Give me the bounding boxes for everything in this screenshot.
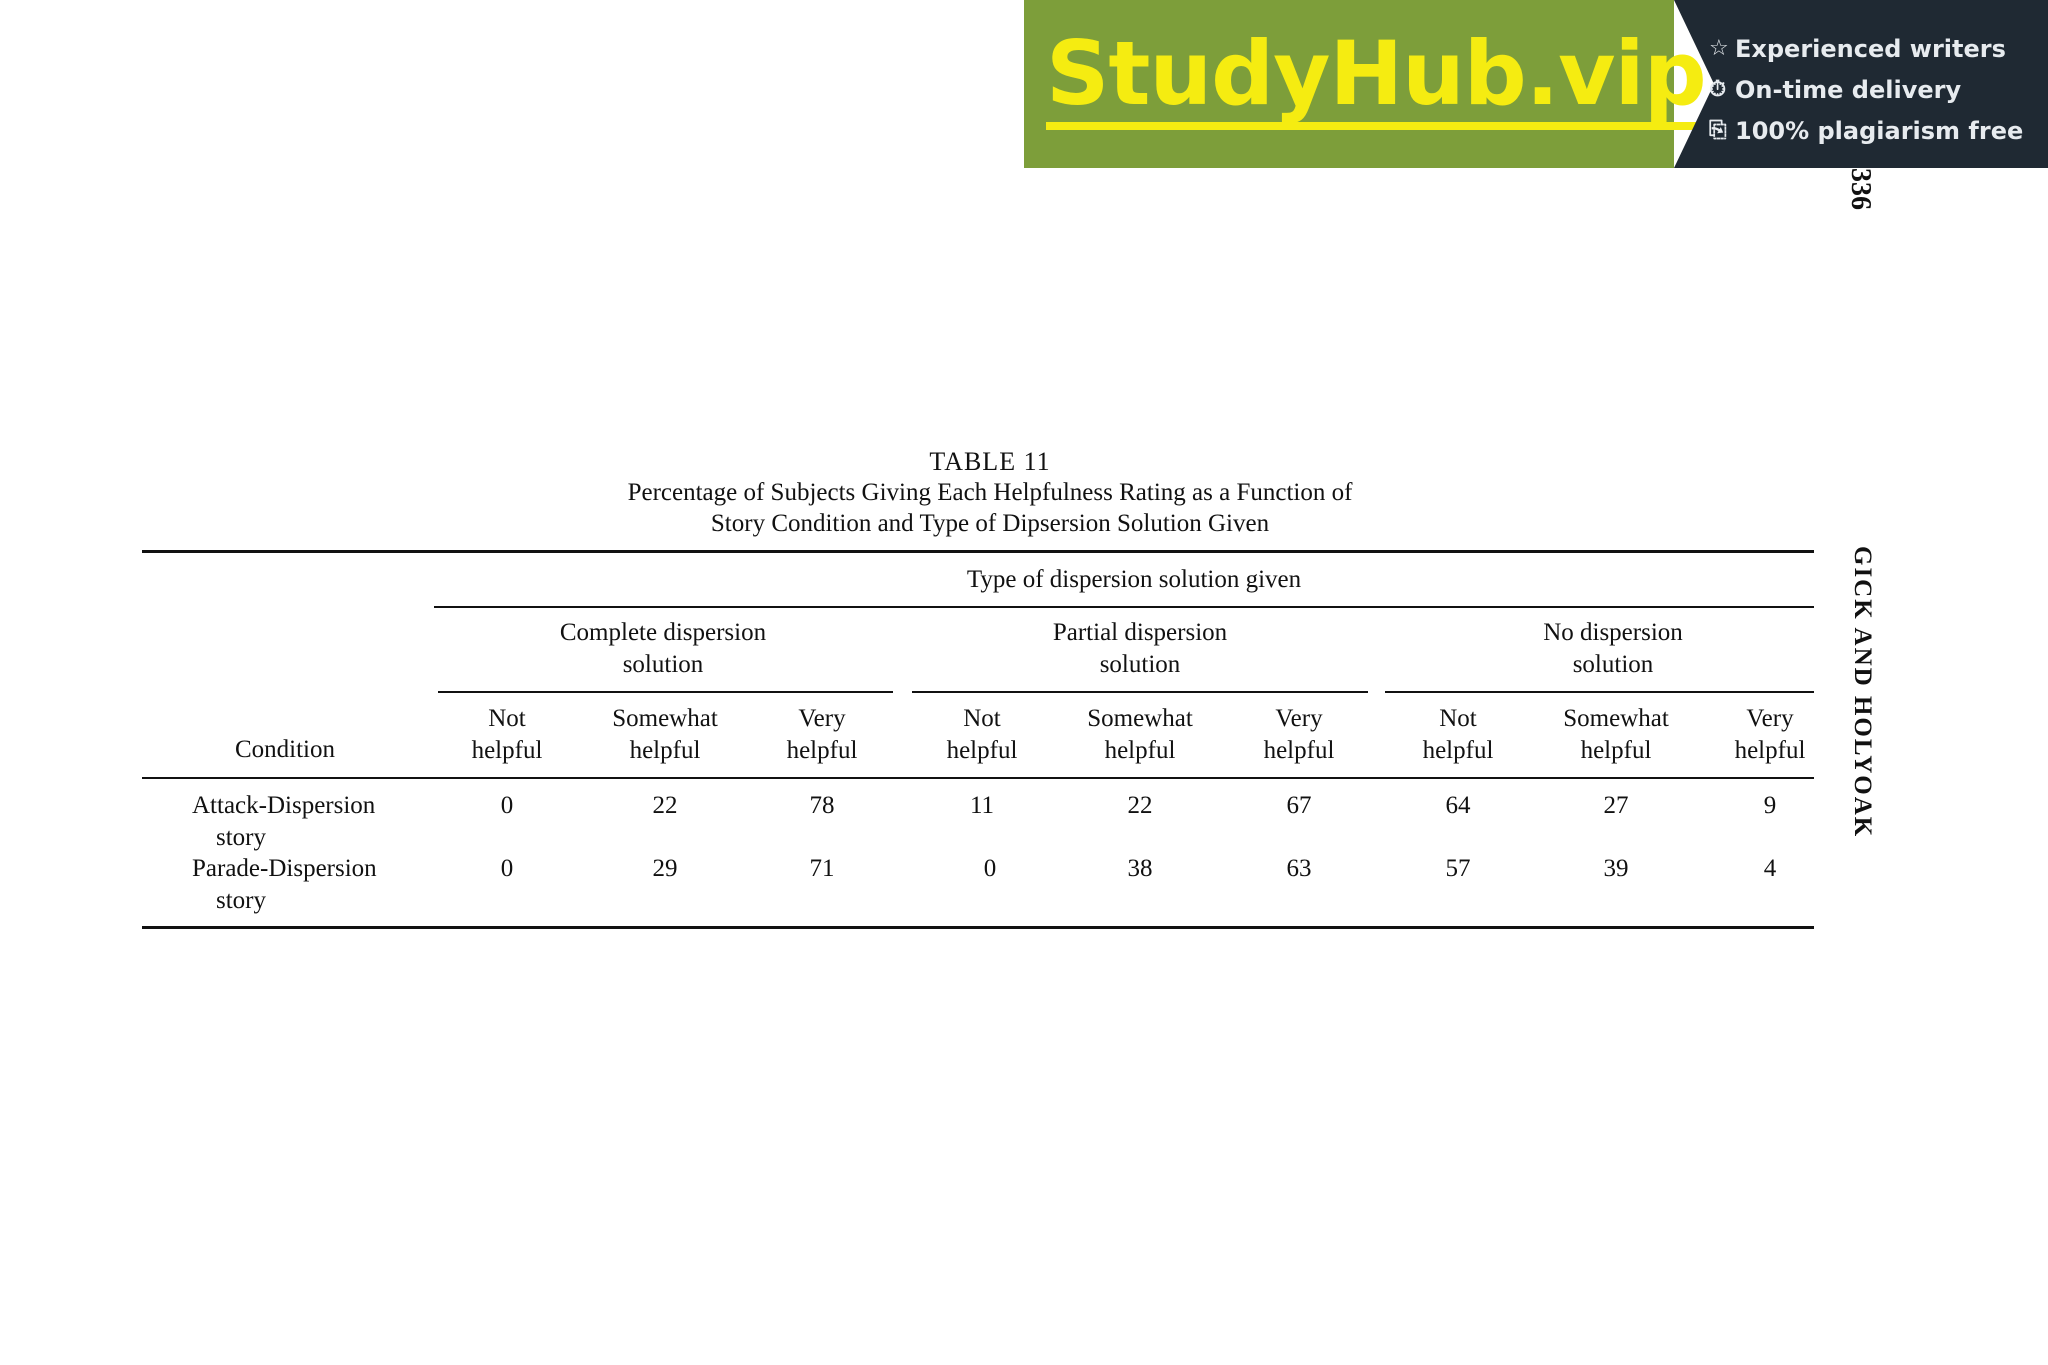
col-header-line1: Not	[963, 705, 1001, 732]
table-cell: 63	[1286, 855, 1312, 882]
row-stub-attack	[192, 790, 452, 854]
table-cell: 22	[652, 792, 678, 819]
col-header-line1: Very	[798, 705, 846, 732]
promo-banner[interactable]	[1024, 0, 2048, 168]
running-head: GICK AND HOLYOAK	[1849, 546, 1876, 839]
col-header-line2: helpful	[946, 737, 1018, 764]
col-header-not-helpful	[437, 703, 577, 767]
col-header-line2: helpful	[1734, 737, 1806, 764]
col-header-somewhat-helpful	[1060, 703, 1220, 767]
group-rule-partial	[912, 691, 1368, 693]
stub-header: Condition	[234, 736, 335, 763]
table-title-line2: Story Condition and Type of Dipsersion Solution Given	[710, 510, 1270, 537]
row-stub-parade	[192, 853, 452, 917]
group-header-line2: solution	[1099, 651, 1181, 678]
top-rule	[142, 550, 1814, 553]
copy-icon: ⎘	[1709, 118, 1727, 143]
table-cell: 39	[1603, 855, 1629, 882]
group-header-line2: solution	[1572, 651, 1654, 678]
star-icon: ☆	[1709, 36, 1729, 61]
col-header-very-helpful	[1702, 703, 1838, 767]
spanner-rule	[434, 606, 1814, 608]
table-cell: 9	[1763, 792, 1777, 819]
group-header-line1: Partial dispersion	[1052, 619, 1228, 646]
col-header-not-helpful	[1388, 703, 1528, 767]
col-header-line1: Somewhat	[612, 705, 718, 732]
table-cell: 67	[1286, 792, 1312, 819]
table-cell: 22	[1127, 792, 1153, 819]
col-header-line2: helpful	[1422, 737, 1494, 764]
col-header-line2: helpful	[471, 737, 543, 764]
bottom-rule	[142, 926, 1814, 929]
group-header-none	[1413, 617, 1813, 681]
col-header-line2: helpful	[1104, 737, 1176, 764]
col-header-line1: Somewhat	[1563, 705, 1669, 732]
col-header-line1: Somewhat	[1087, 705, 1193, 732]
group-rule-none	[1385, 691, 1814, 693]
col-header-line2: helpful	[1263, 737, 1335, 764]
group-header-line1: Complete dispersion	[559, 619, 767, 646]
col-header-very-helpful	[752, 703, 892, 767]
feature-item	[1709, 28, 2023, 69]
table-cell: 4	[1763, 855, 1777, 882]
table-label: TABLE 11	[929, 447, 1051, 476]
table-cell: 0	[500, 792, 514, 819]
feature-text: 100% plagiarism free	[1735, 116, 2024, 145]
spanner-header: Type of dispersion solution given	[966, 566, 1302, 593]
table-cell: 0	[500, 855, 514, 882]
table-cell: 29	[652, 855, 678, 882]
col-header-not-helpful	[912, 703, 1052, 767]
feature-item	[1709, 110, 2023, 151]
row-stub-line1: Parade-Dispersion	[192, 855, 377, 882]
row-stub-line1: Attack-Dispersion	[192, 792, 376, 819]
col-header-line2: helpful	[1580, 737, 1652, 764]
col-header-somewhat-helpful	[585, 703, 745, 767]
group-header-line1: No dispersion	[1543, 619, 1683, 646]
group-header-partial	[940, 617, 1340, 681]
table-cell: 57	[1445, 855, 1471, 882]
col-header-very-helpful	[1229, 703, 1369, 767]
banner-brand-panel	[1024, 0, 1706, 168]
table-title-line1: Percentage of Subjects Giving Each Helpfulness Rating as a Function of	[627, 479, 1353, 506]
table-cell: 71	[809, 855, 835, 882]
page-number: 336	[1845, 168, 1876, 210]
table-cell: 0	[983, 855, 997, 882]
row-stub-line2: story	[216, 824, 266, 851]
clock-icon: ⏱	[1709, 77, 1727, 102]
feature-text: On-time delivery	[1735, 75, 1962, 104]
table-cell: 38	[1127, 855, 1153, 882]
col-header-line2: helpful	[786, 737, 858, 764]
group-header-complete	[463, 617, 863, 681]
feature-text: Experienced writers	[1735, 34, 2006, 63]
col-header-somewhat-helpful	[1536, 703, 1696, 767]
col-header-line1: Very	[1275, 705, 1323, 732]
feature-item	[1709, 69, 2023, 110]
table-cell: 27	[1603, 792, 1629, 819]
col-header-line2: helpful	[629, 737, 701, 764]
brand-logo[interactable]: StudyHub.vip	[1046, 28, 1706, 130]
col-header-line1: Not	[488, 705, 526, 732]
col-header-line1: Very	[1746, 705, 1794, 732]
header-rule	[142, 777, 1814, 779]
table-cell: 64	[1445, 792, 1471, 819]
table-cell: 11	[969, 792, 995, 819]
row-stub-line2: story	[216, 887, 266, 914]
col-header-line1: Not	[1439, 705, 1477, 732]
feature-list	[1709, 28, 2023, 151]
group-header-line2: solution	[622, 651, 704, 678]
group-rule-complete	[438, 691, 893, 693]
table-cell: 78	[809, 792, 835, 819]
